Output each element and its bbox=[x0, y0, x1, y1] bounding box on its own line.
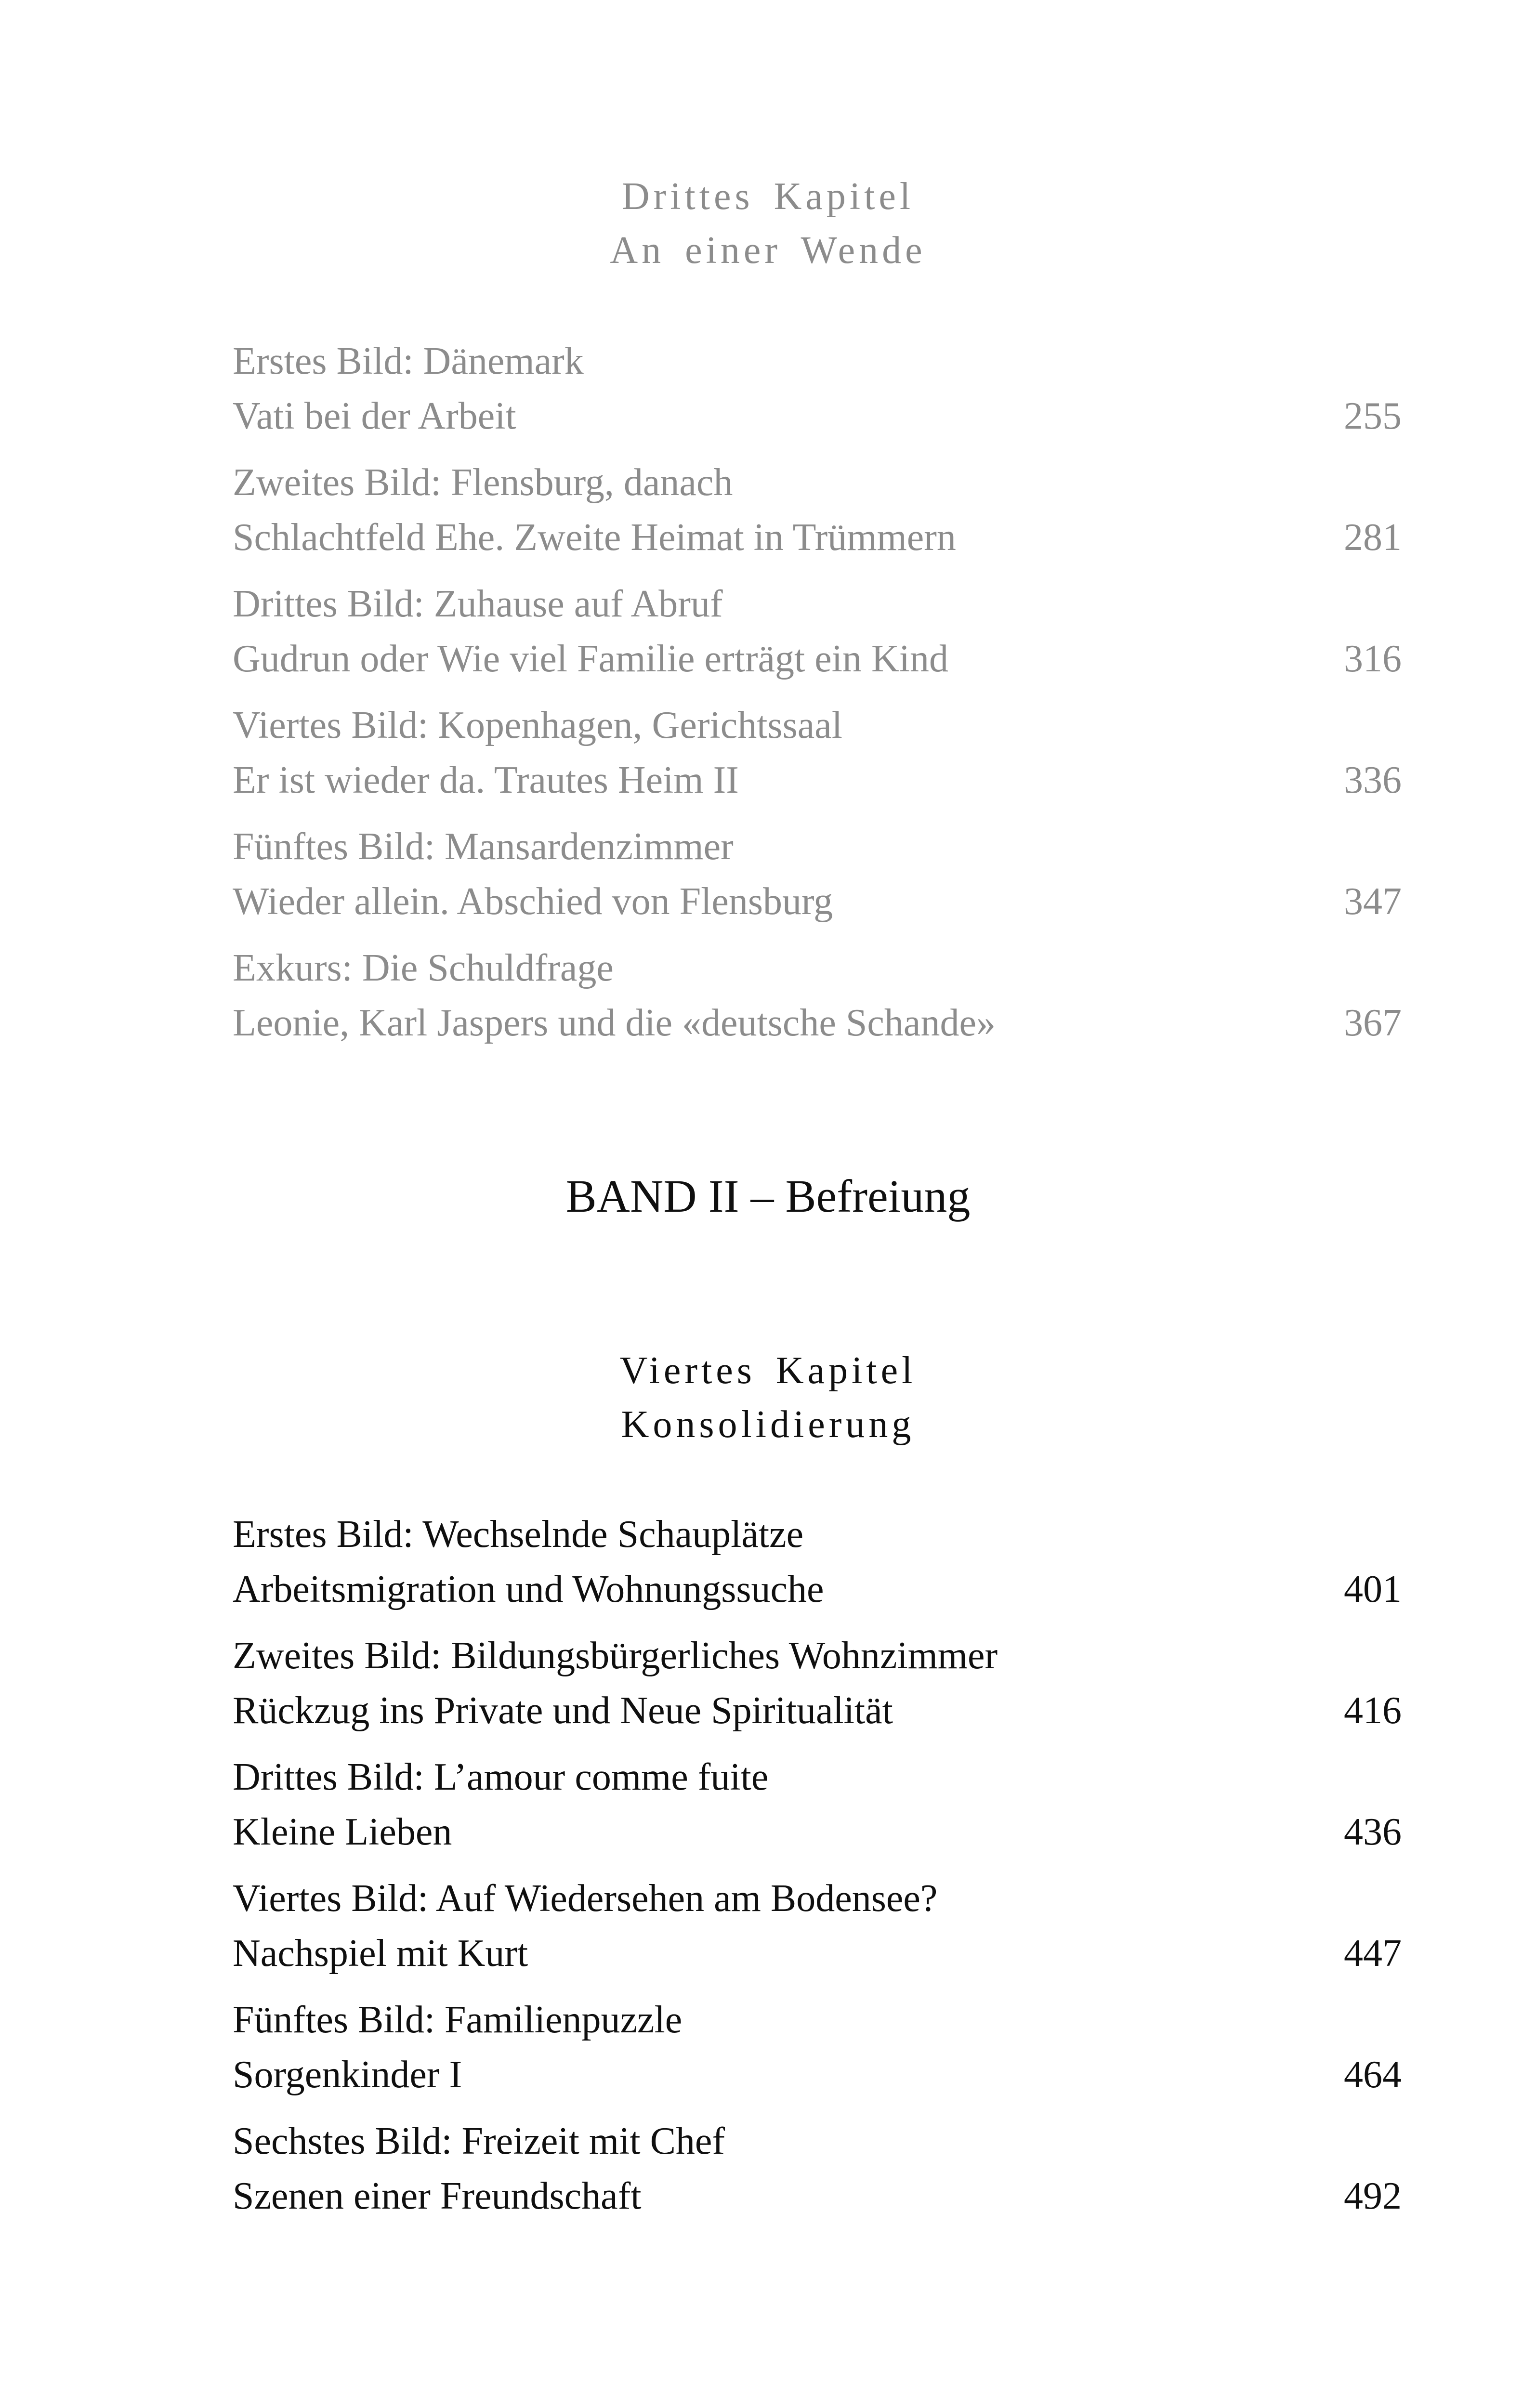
band-title: BAND II – Befreiung bbox=[565, 1170, 971, 1222]
toc-entry[interactable] bbox=[233, 1510, 1402, 1632]
toc-entry[interactable] bbox=[233, 1996, 1402, 2117]
chapter-3-entries bbox=[233, 337, 1402, 1065]
toc-entry-bild: Zweites Bild: Flensburg, danach bbox=[233, 461, 733, 504]
toc-entry-bild: Sechstes Bild: Freizeit mit Chef bbox=[233, 2120, 725, 2162]
toc-entry[interactable] bbox=[233, 944, 1402, 1065]
toc-entry-page: 436 bbox=[1344, 1811, 1402, 1853]
chapter-4-title: Konsolidierung bbox=[621, 1403, 915, 1446]
toc-entry-page: 447 bbox=[1344, 1932, 1402, 1975]
toc-entry-subtitle: Schlachtfeld Ehe. Zweite Heimat in Trümmern bbox=[233, 516, 956, 559]
toc-entry-bild: Drittes Bild: L’amour comme fuite bbox=[233, 1756, 769, 1798]
toc-entry-page: 367 bbox=[1344, 1002, 1402, 1044]
chapter-3-label: Drittes Kapitel bbox=[621, 175, 915, 218]
toc-entry-page: 401 bbox=[1344, 1568, 1402, 1610]
chapter-3-heading bbox=[0, 170, 1536, 277]
toc-entry-bild: Exkurs: Die Schuldfrage bbox=[233, 947, 614, 989]
toc-entry-bild: Erstes Bild: Dänemark bbox=[233, 340, 584, 382]
toc-entry[interactable] bbox=[233, 1753, 1402, 1874]
chapter-3-title: An einer Wende bbox=[610, 229, 926, 272]
chapter-4-label: Viertes Kapitel bbox=[619, 1349, 917, 1392]
toc-entry-page: 464 bbox=[1344, 2054, 1402, 2096]
toc-entry[interactable] bbox=[233, 1874, 1402, 1996]
toc-entry[interactable] bbox=[233, 337, 1402, 458]
toc-entry-page: 416 bbox=[1344, 1689, 1402, 1732]
toc-entry-subtitle: Arbeitsmigration und Wohnungssuche bbox=[233, 1568, 824, 1610]
toc-entry[interactable] bbox=[233, 2117, 1402, 2238]
toc-entry-page: 492 bbox=[1344, 2175, 1402, 2217]
toc-entry[interactable] bbox=[233, 1632, 1402, 1753]
toc-entry[interactable] bbox=[233, 458, 1402, 580]
toc-entry-subtitle: Kleine Lieben bbox=[233, 1811, 452, 1853]
toc-entry-bild: Fünftes Bild: Mansardenzimmer bbox=[233, 825, 734, 868]
toc-entry-subtitle: Vati bei der Arbeit bbox=[233, 395, 516, 437]
toc-entry-subtitle: Wieder allein. Abschied von Flensburg bbox=[233, 880, 833, 923]
toc-entry[interactable] bbox=[233, 580, 1402, 701]
chapter-4-heading bbox=[0, 1344, 1536, 1452]
toc-entry-subtitle: Er ist wieder da. Trautes Heim II bbox=[233, 759, 739, 801]
toc-entry-subtitle: Sorgenkinder I bbox=[233, 2054, 462, 2096]
toc-entry-subtitle: Rückzug ins Private und Neue Spiritualität bbox=[233, 1689, 893, 1732]
chapter-4-entries bbox=[233, 1510, 1402, 2238]
toc-entry-page: 316 bbox=[1344, 638, 1402, 680]
toc-entry-bild: Erstes Bild: Wechselnde Schauplätze bbox=[233, 1513, 804, 1556]
toc-entry-page: 255 bbox=[1344, 395, 1402, 437]
toc-entry-page: 281 bbox=[1344, 516, 1402, 559]
toc-entry-bild: Fünftes Bild: Familienpuzzle bbox=[233, 1999, 683, 2041]
toc-entry-subtitle: Szenen einer Freundschaft bbox=[233, 2175, 642, 2217]
toc-entry-bild: Viertes Bild: Kopenhagen, Gerichtssaal bbox=[233, 704, 842, 746]
toc-entry-bild: Viertes Bild: Auf Wiedersehen am Bodensee? bbox=[233, 1877, 938, 1920]
toc-entry-page: 336 bbox=[1344, 759, 1402, 801]
toc-entry-subtitle: Nachspiel mit Kurt bbox=[233, 1932, 528, 1975]
toc-entry-subtitle: Gudrun oder Wie viel Familie erträgt ein Kind bbox=[233, 638, 949, 680]
toc-entry-subtitle: Leonie, Karl Jaspers und die «deutsche Schande» bbox=[233, 1002, 996, 1044]
toc-entry-bild: Zweites Bild: Bildungsbürgerliches Wohnzimmer bbox=[233, 1635, 998, 1677]
toc-entry-page: 347 bbox=[1344, 880, 1402, 923]
toc-entry[interactable] bbox=[233, 701, 1402, 823]
toc-entry-bild: Drittes Bild: Zuhause auf Abruf bbox=[233, 583, 723, 625]
toc-entry[interactable] bbox=[233, 823, 1402, 944]
